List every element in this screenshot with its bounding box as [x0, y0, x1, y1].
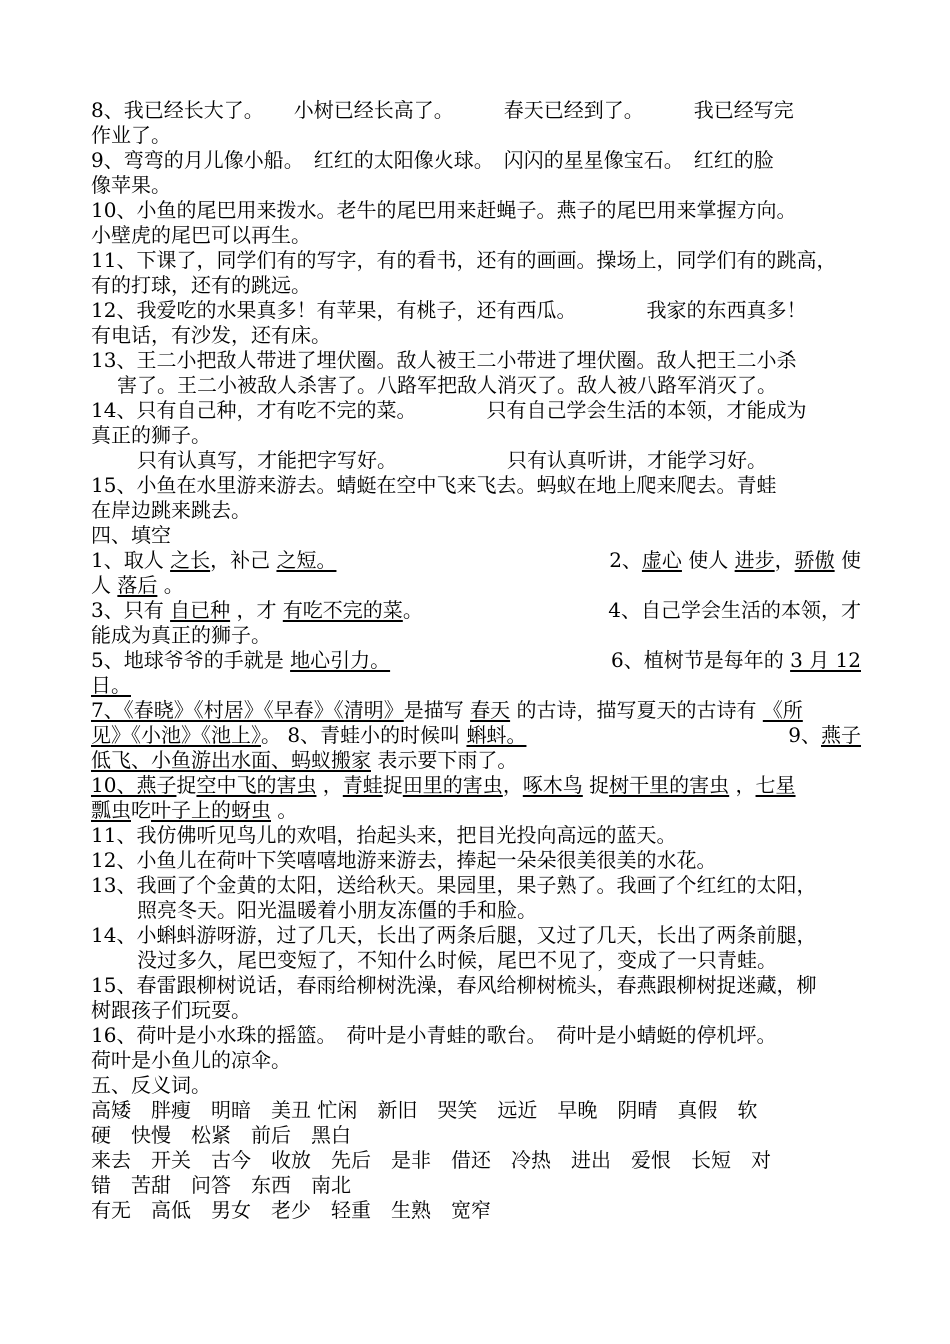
fill-text: 8、青蛙小的时候叫 — [281, 723, 467, 747]
line-11b: 有的打球，还有的跳远。 — [91, 273, 311, 297]
fill-text: 是描写 — [403, 698, 471, 722]
line-9b: 像苹果。 — [91, 173, 171, 197]
fill-answer: 啄木鸟 — [522, 773, 583, 797]
fill-answer: 燕子 — [821, 723, 861, 747]
fill-text: 。 — [402, 598, 423, 622]
line-9a: 9、弯弯的月儿像小船。 红红的太阳像火球。 闪闪的星星像宝石。 红红的脸 — [91, 148, 774, 172]
fill-q13a: 13、我画了个金黄的太阳，送给秋天。果园里，果子熟了。我画了个红红的太阳， — [91, 873, 817, 897]
fill-answer: 青蛙 — [342, 773, 383, 797]
fill-q16b: 荷叶是小鱼儿的凉伞。 — [91, 1048, 291, 1072]
fill-answer: 叶子上的蚜虫 — [151, 798, 271, 822]
fill-text: 使人 — [681, 548, 735, 572]
fill-q15a: 15、春雷跟柳树说话，春雨给柳树洗澡，春风给柳树梳头，春燕跟柳树捉迷藏，柳 — [91, 973, 817, 997]
line-14a: 14、只有自己种，才有吃不完的菜。 只有自己学会生活的本领，才能成为 — [91, 398, 807, 422]
fill-text: 2、 — [609, 548, 642, 572]
fill-q6-cont — [91, 673, 861, 698]
fill-text: ， — [729, 773, 756, 797]
fill-answer: 低飞、小鱼游出水面、蚂蚁搬家 — [91, 748, 371, 772]
fill-text: 吃 — [131, 798, 151, 822]
fill-q3-q4 — [91, 598, 861, 623]
fill-q14b: 没过多久，尾巴变短了，不知什么时候，尾巴不见了，变成了一只青蛙。 — [137, 948, 777, 972]
fill-q9 — [788, 723, 861, 748]
fill-text: 3、只有 — [91, 598, 171, 622]
line-12b: 有电话，有沙发，还有床。 — [91, 323, 331, 347]
fill-answer: 春天 — [470, 698, 511, 722]
fill-answer: 树干里的害虫 — [609, 773, 730, 797]
line-11a: 11、下课了，同学们有的写字，有的看书，还有的画画。操场上，同学们有的跳高， — [91, 248, 837, 272]
line-10b: 小壁虎的尾巴可以再生。 — [91, 223, 311, 247]
fill-answer: 3 月 12 — [790, 648, 861, 672]
fill-q16a: 16、荷叶是小水珠的摇篮。 荷叶是小青蛙的歌台。 荷叶是小蜻蜓的停机坪。 — [91, 1023, 777, 1047]
fill-text: 。 — [261, 723, 281, 747]
fill-q6 — [611, 648, 861, 673]
fill-text: 1、取人 — [91, 548, 171, 572]
line-14b: 真正的狮子。 — [91, 423, 211, 447]
fill-answer: 骄傲 — [794, 548, 835, 572]
fill-answer: 见》《小池》《池上》 — [91, 723, 261, 747]
fill-q5-q6 — [91, 648, 861, 673]
fill-answer: 虚心 — [641, 548, 682, 572]
fill-answer: 自已种 — [170, 598, 231, 622]
line-8a: 8、我已经长大了。 小树已经长高了。 春天已经到了。 我已经写完 — [91, 98, 794, 122]
fill-q11: 11、我仿佛听见鸟儿的欢唱，抬起头来，把目光投向高远的蓝天。 — [91, 823, 677, 847]
line-12a: 12、我爱吃的水果真多！有苹果，有桃子，还有西瓜。 我家的东西真多！ — [91, 298, 807, 322]
fill-answer: 10、燕子 — [91, 773, 177, 797]
fill-text: 捉 — [382, 773, 403, 797]
fill-answer: 空中飞的害虫 — [196, 773, 317, 797]
fill-q1-q2 — [91, 548, 861, 573]
fill-answer: 田里的害虫 — [402, 773, 503, 797]
fill-text: 捉 — [582, 773, 610, 797]
fill-text: 表示要下雨了。 — [371, 748, 518, 772]
fill-q1 — [91, 548, 336, 573]
antonyms-line-2b: 错 苦甜 问答 东西 南北 — [91, 1173, 351, 1197]
fill-text: ， — [316, 773, 343, 797]
fill-q7 — [91, 698, 861, 723]
fill-q13b: 照亮冬天。阳光温暖着小朋友冻僵的手和脸。 — [137, 898, 537, 922]
fill-answer: 日。 — [91, 673, 131, 697]
fill-text: 。 — [271, 798, 298, 822]
line-13a: 13、王二小把敌人带进了埋伏圈。敌人被王二小带进了埋伏圈。敌人把王二小杀 — [91, 348, 797, 372]
fill-text: 的古诗，描写夏天的古诗有 — [510, 698, 763, 722]
fill-answer: 之短。 — [276, 548, 337, 572]
antonyms-line-3: 有无 高低 男女 老少 轻重 生熟 宽窄 — [91, 1198, 491, 1222]
fill-text: ， — [774, 548, 795, 572]
fill-answer: 七星 — [755, 773, 796, 797]
fill-q10-cont — [91, 798, 861, 823]
fill-answer: 地心引力。 — [290, 648, 391, 672]
fill-q10 — [91, 773, 861, 798]
fill-q15b: 树跟孩子们玩耍。 — [91, 998, 251, 1022]
fill-q14a: 14、小蝌蚪游呀游，过了几天，长出了两条后腿，又过了几天，长出了两条前腿， — [91, 923, 817, 947]
fill-text: 9、 — [788, 723, 821, 747]
line-10a: 10、小鱼的尾巴用来拨水。老牛的尾巴用来赶蝇子。燕子的尾巴用来掌握方向。 — [91, 198, 797, 222]
line-13b: 害了。王二小被敌人杀害了。八路军把敌人消灭了。敌人被八路军消灭了。 — [117, 373, 777, 397]
fill-q5 — [91, 648, 390, 673]
document-page — [91, 98, 861, 1223]
fill-answer: 《所 — [762, 698, 803, 722]
line-14c: 只有认真写，才能把字写好。 只有认真听讲，才能学习好。 — [137, 448, 767, 472]
fill-answer: 7、《春晓》《村居》《早春》《清明》 — [91, 698, 404, 722]
fill-text: 5、地球爷爷的手就是 — [91, 648, 291, 672]
fill-q4: 4、自己学会生活的本领，才 — [608, 598, 861, 622]
line-15b: 在岸边跳来跳去。 — [91, 498, 251, 522]
fill-answer: 有吃不完的菜 — [282, 598, 403, 622]
line-15a: 15、小鱼在水里游来游去。蜻蜓在空中飞来飞去。蚂蚁在地上爬来爬去。青蛙 — [91, 473, 777, 497]
fill-text: 捉 — [176, 773, 197, 797]
fill-q3 — [91, 598, 423, 623]
fill-answer: 蝌蚪。 — [466, 723, 527, 747]
fill-text: ，补己 — [210, 548, 277, 572]
antonyms-line-2a: 来去 开关 古今 收放 先后 是非 借还 冷热 进出 爱恨 长短 对 — [91, 1148, 771, 1172]
fill-q12: 12、小鱼儿在荷叶下笑嘻嘻地游来游去，捧起一朵朵很美很美的水花。 — [91, 848, 717, 872]
fill-q9-cont — [91, 748, 861, 773]
fill-q4-cont: 能成为真正的狮子。 — [91, 623, 271, 647]
section-heading-fill: 四、填空 — [91, 523, 171, 547]
antonyms-line-1a: 高矮 胖瘦 明暗 美丑 忙闲 新旧 哭笑 远近 早晚 阴晴 真假 软 — [91, 1098, 758, 1122]
fill-answer: 瓢虫 — [91, 798, 131, 822]
fill-q2 — [609, 548, 861, 573]
fill-text: 使 — [834, 548, 861, 572]
fill-text: ，才 — [230, 598, 283, 622]
fill-text: 。 — [157, 573, 184, 597]
fill-text: 6、植树节是每年的 — [611, 648, 791, 672]
fill-q7-q8 — [91, 723, 526, 748]
fill-answer: 进步 — [734, 548, 775, 572]
fill-answer: 落后 — [117, 573, 158, 597]
fill-q7-q8-q9 — [91, 723, 861, 748]
section-heading-antonyms: 五、反义词。 — [91, 1073, 211, 1097]
fill-text: ， — [502, 773, 523, 797]
fill-text: 人 — [91, 573, 118, 597]
fill-answer: 之长 — [170, 548, 211, 572]
antonyms-line-1b: 硬 快慢 松紧 前后 黑白 — [91, 1123, 351, 1147]
fill-q2-cont — [91, 573, 861, 598]
line-8b: 作业了。 — [91, 123, 171, 147]
